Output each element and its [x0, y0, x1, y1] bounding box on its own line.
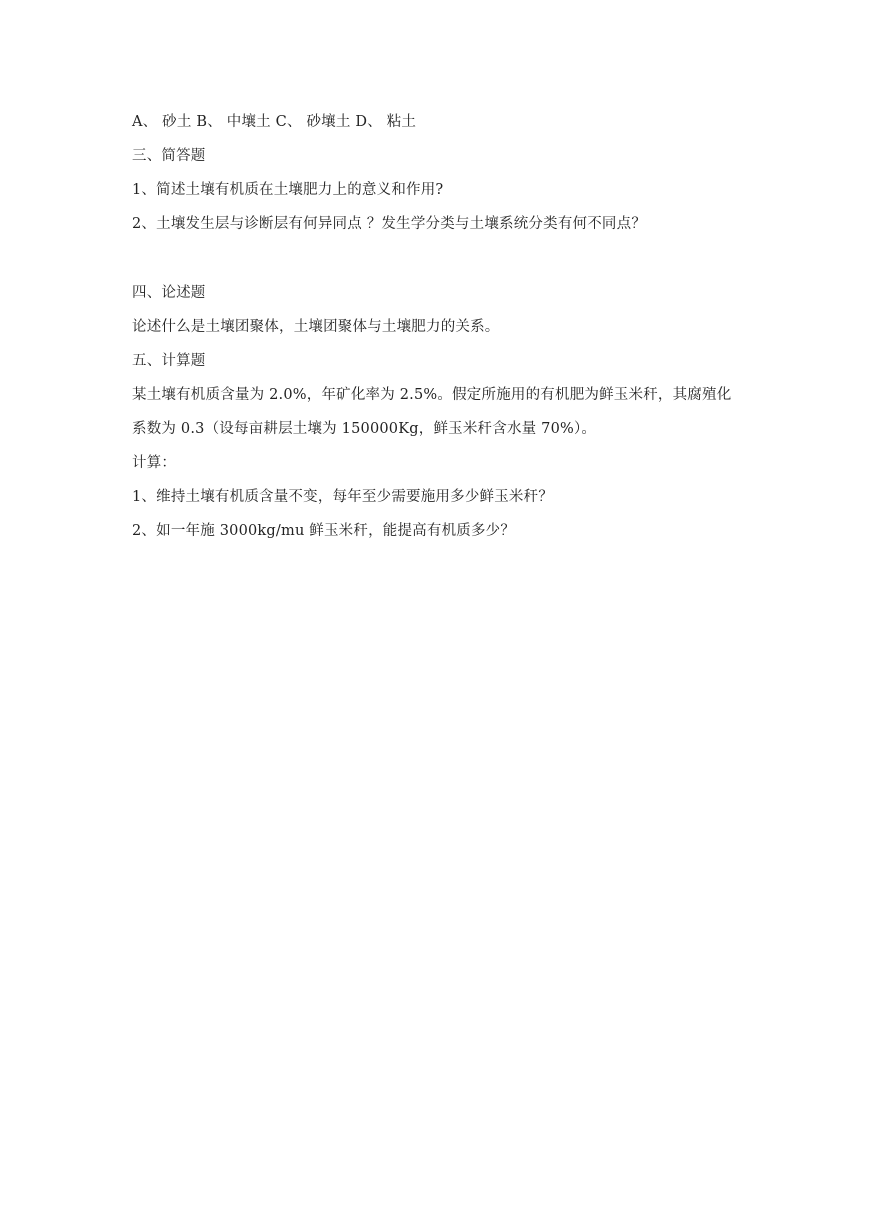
essay-question: 论述什么是土壤团聚体，土壤团聚体与土壤肥力的关系。 — [132, 319, 500, 335]
calculation-text-line-1: 某土壤有机质含量为 2.0%，年矿化率为 2.5%。假定所施用的有机肥为鲜玉米秆，其腐殖化 — [132, 387, 732, 403]
calculation-text-line-2: 系数为 0.3（设每亩耕层土壤为 150000Kg，鲜玉米秆含水量 70%）。 — [132, 421, 597, 437]
calculation-question-2: 2、如一年施 3000kg/mu 鲜玉米秆，能提高有机质多少？ — [132, 523, 516, 539]
calculation-heading: 五、计算题 — [132, 353, 206, 369]
essay-heading: 四、论述题 — [132, 285, 206, 301]
short-answer-question-1: 1、简述土壤有机质在土壤肥力上的意义和作用? — [132, 182, 444, 198]
short-answer-heading: 三、简答题 — [132, 148, 206, 164]
choice-options-line: A、 砂土 B、 中壤土 C、 砂壤土 D、 粘土 — [132, 114, 417, 130]
short-answer-question-2: 2、土壤发生层与诊断层有何异同点 ？发生学分类与土壤系统分类有何不同点？ — [132, 216, 647, 232]
calculation-label: 计算： — [132, 455, 177, 471]
calculation-question-1: 1、维持土壤有机质含量不变，每年至少需要施用多少鲜玉米秆？ — [132, 489, 554, 505]
